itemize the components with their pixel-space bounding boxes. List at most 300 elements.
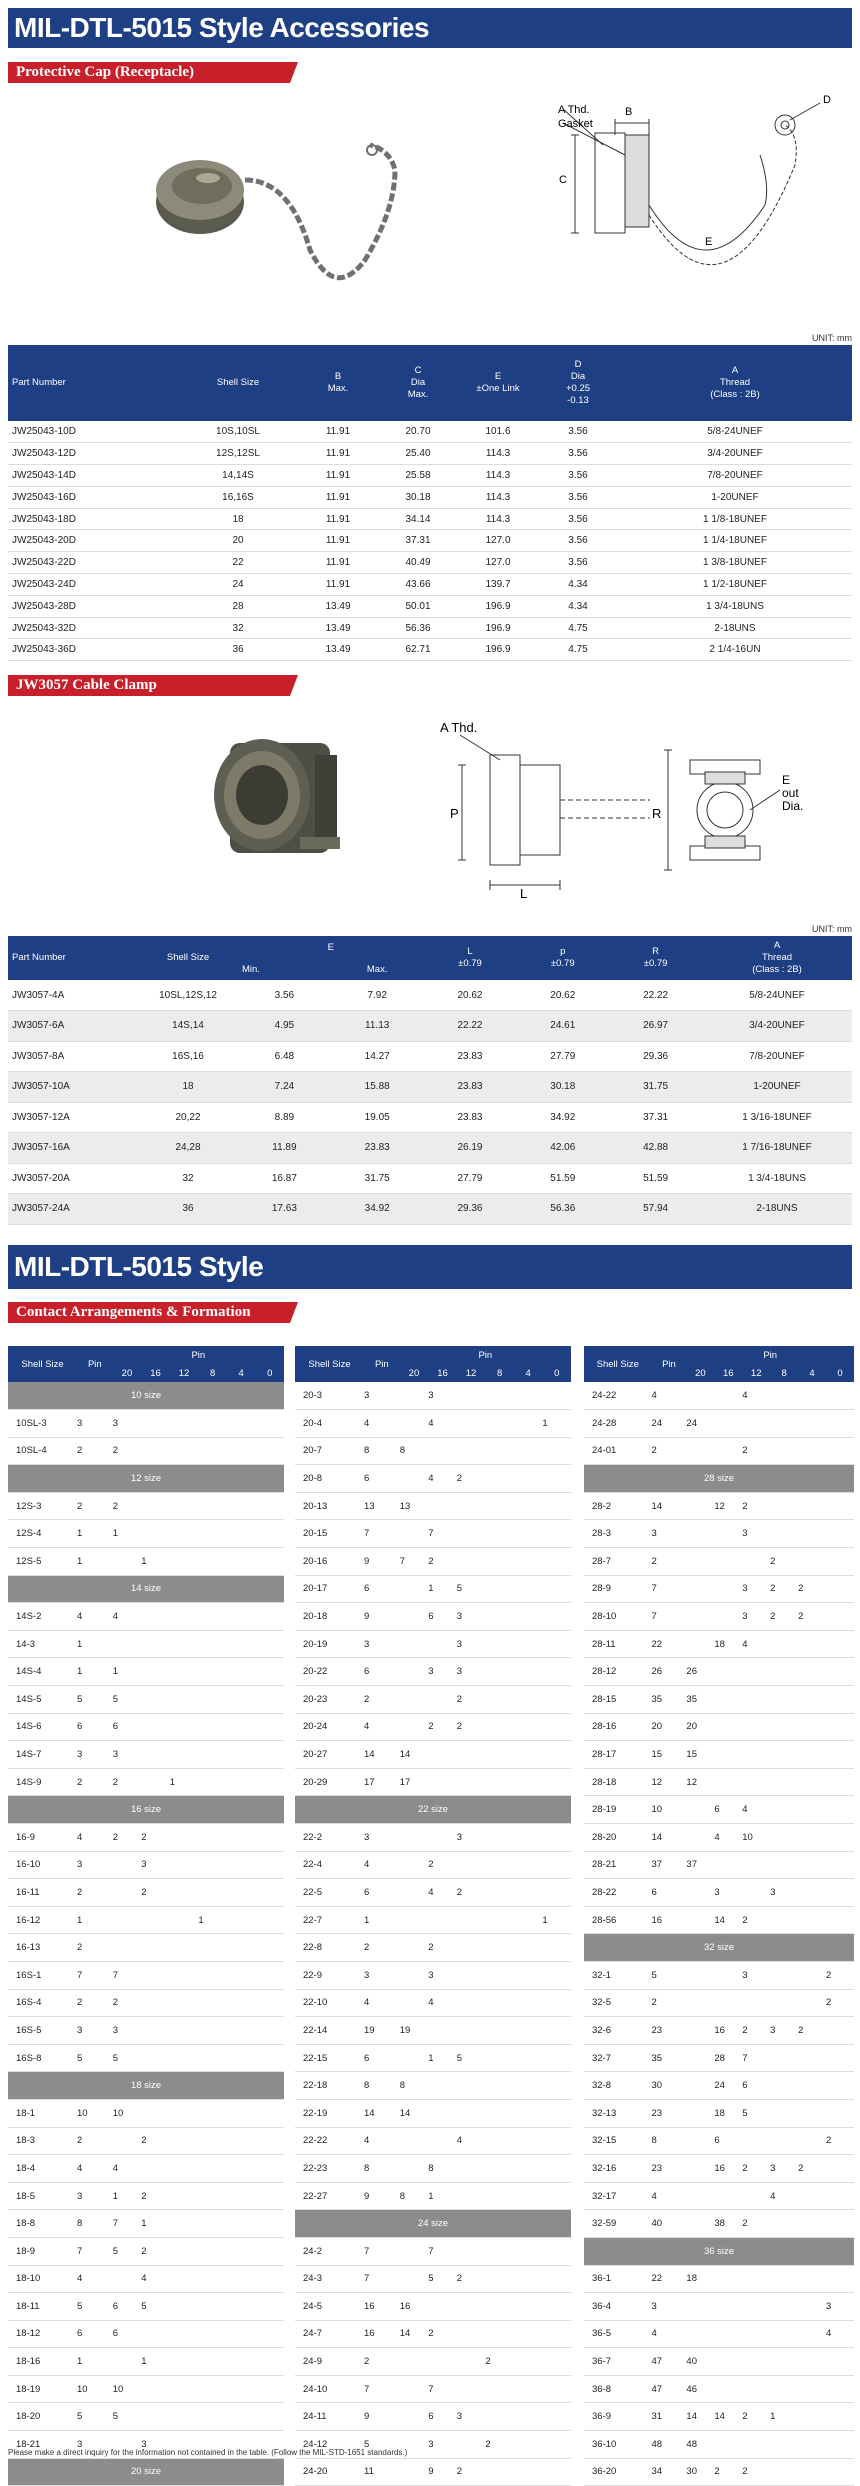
- contact-cell: [227, 2017, 256, 2045]
- cap-cell: 11.91: [298, 574, 378, 596]
- contact-cell: 13: [400, 1492, 429, 1520]
- contact-cell: [170, 2182, 199, 2210]
- contact-cell: [485, 1630, 514, 1658]
- contact-cell: [798, 2348, 826, 2376]
- contact-cell: 34: [652, 2458, 687, 2486]
- table-row: [8, 980, 852, 1011]
- table-row: [8, 2044, 284, 2072]
- table-row: [8, 2403, 284, 2431]
- contact-cell: 14: [652, 1824, 687, 1852]
- contact-cell: [485, 1713, 514, 1741]
- clamp-cell: 23.83: [424, 1102, 517, 1133]
- clamp-cell: 16.87: [238, 1163, 331, 1194]
- contact-cell: 20-15: [295, 1520, 364, 1548]
- contact-cell: [826, 1520, 854, 1548]
- clamp-cell: 11.13: [331, 1011, 424, 1042]
- contact-cell: [542, 1934, 571, 1962]
- contact-cell: [400, 1465, 429, 1493]
- cap-cell: 1 3/4-18UNS: [618, 595, 852, 617]
- contact-cell: 32-15: [584, 2127, 652, 2155]
- clamp-cell: 20.62: [424, 980, 517, 1011]
- contact-cell: [770, 1961, 798, 1989]
- contact-cell: 36-8: [584, 2375, 652, 2403]
- contact-cell: 24-11: [295, 2403, 364, 2431]
- contact-cell: [485, 1548, 514, 1576]
- contact-cell: 16S-8: [8, 2044, 77, 2072]
- contact-cell: [141, 1906, 170, 1934]
- clamp-cell: 27.79: [516, 1041, 609, 1072]
- contact-cell: [542, 2320, 571, 2348]
- contact-cell: [198, 1603, 227, 1631]
- contact-cell: [198, 1437, 227, 1465]
- contact-cell: [141, 2017, 170, 2045]
- table-row: [295, 1410, 571, 1438]
- contact-cell: 19: [364, 2017, 400, 2045]
- contact-cell: [742, 1989, 770, 2017]
- size-group-row: [8, 1575, 284, 1603]
- contact-cell: 18-5: [8, 2182, 77, 2210]
- table-row: [584, 1713, 854, 1741]
- contact-cell: [742, 2293, 770, 2321]
- contact-cell: 2: [364, 1686, 400, 1714]
- clamp-cell: 5/8-24UNEF: [702, 980, 852, 1011]
- cap-cell: 114.3: [458, 508, 538, 530]
- table-row: [584, 2127, 854, 2155]
- contact-cell: [485, 2155, 514, 2183]
- contact-cell: [770, 1382, 798, 1410]
- col-e-min: Min.: [238, 960, 331, 980]
- contact-cell: 20-24: [295, 1713, 364, 1741]
- clamp-cell: 6.48: [238, 1041, 331, 1072]
- table-row: [8, 552, 852, 574]
- col-shell-size: Shell Size: [8, 1346, 77, 1382]
- cap-cell: 11.91: [298, 465, 378, 487]
- contact-cell: [514, 2155, 543, 2183]
- contact-cell: [770, 1741, 798, 1769]
- contact-cell: 20-23: [295, 1686, 364, 1714]
- cap-cell: 2 1/4-16UN: [618, 639, 852, 661]
- contact-cell: 4: [652, 2320, 687, 2348]
- contact-cell: [400, 1658, 429, 1686]
- contact-cell: [485, 1824, 514, 1852]
- contact-cell: 3: [77, 2431, 113, 2459]
- clamp-cell: 57.94: [609, 1194, 702, 1225]
- contact-cell: 28-12: [584, 1658, 652, 1686]
- table-row: [295, 1961, 571, 1989]
- contact-cell: 2: [428, 1851, 457, 1879]
- contact-cell: [770, 1686, 798, 1714]
- contact-cell: 6: [652, 1879, 687, 1907]
- contact-cell: 3: [141, 1851, 170, 1879]
- table-row: [8, 595, 852, 617]
- contact-cell: 6: [77, 1713, 113, 1741]
- clamp-cell: 7.24: [238, 1072, 331, 1103]
- contact-cell: [542, 1575, 571, 1603]
- cap-cell: 62.71: [378, 639, 458, 661]
- cap-cell: 28: [178, 595, 298, 617]
- contact-cell: 4: [428, 1410, 457, 1438]
- contact-cell: [826, 1741, 854, 1769]
- contact-cell: [514, 2127, 543, 2155]
- contact-cell: [485, 1741, 514, 1769]
- contact-cell: [485, 2375, 514, 2403]
- contact-cell: [170, 2403, 199, 2431]
- contact-cell: 3: [652, 1520, 687, 1548]
- contact-cell: [826, 1824, 854, 1852]
- label-b: B: [625, 106, 633, 118]
- contact-cell: [400, 1879, 429, 1907]
- clamp-cell: 56.36: [516, 1194, 609, 1225]
- contact-cell: [798, 1520, 826, 1548]
- contact-cell: [457, 2017, 486, 2045]
- clamp-cell: 11.89: [238, 1133, 331, 1164]
- cap-cell: 1-20UNEF: [618, 486, 852, 508]
- clamp-cell: 3.56: [238, 980, 331, 1011]
- contact-cell: [798, 1713, 826, 1741]
- contact-cell: 5: [428, 2265, 457, 2293]
- contact-cell: [514, 1575, 543, 1603]
- contact-cell: 24-10: [295, 2375, 364, 2403]
- contact-cell: [400, 2127, 429, 2155]
- clamp-cell: 1-20UNEF: [702, 1072, 852, 1103]
- contact-cell: 16: [364, 2320, 400, 2348]
- clamp-cell: 20,22: [138, 1102, 238, 1133]
- contact-cell: 14: [400, 2320, 429, 2348]
- contact-cell: 22-18: [295, 2072, 364, 2100]
- clamp-cell: 19.05: [331, 1102, 424, 1133]
- table-row: [8, 1879, 284, 1907]
- contact-cell: 24: [714, 2072, 742, 2100]
- contact-cell: 3: [364, 1824, 400, 1852]
- contact-cell: 8: [364, 2072, 400, 2100]
- cap-cell: JW25043-22D: [8, 552, 178, 574]
- contact-cell: [457, 2072, 486, 2100]
- contact-cell: 24-01: [584, 1437, 652, 1465]
- contact-cell: [198, 2099, 227, 2127]
- contact-cell: [255, 2403, 284, 2431]
- contact-cell: [686, 2072, 714, 2100]
- contact-cell: 4: [770, 2182, 798, 2210]
- contact-cell: [542, 2458, 571, 2486]
- contact-cell: [198, 2017, 227, 2045]
- contact-cell: [826, 1630, 854, 1658]
- col-pin-size: 8: [198, 1364, 227, 1382]
- contact-cell: [457, 1989, 486, 2017]
- table-row: [295, 2182, 571, 2210]
- contact-cell: [198, 1492, 227, 1520]
- contact-cell: 7: [400, 1548, 429, 1576]
- cap-cell: 3/4-20UNEF: [618, 443, 852, 465]
- cap-cell: 11.91: [298, 486, 378, 508]
- col-pin-total: Pin: [652, 1346, 687, 1382]
- table-row: [295, 2265, 571, 2293]
- contact-cell: 28-3: [584, 1520, 652, 1548]
- contact-cell: [514, 2375, 543, 2403]
- contact-cell: 13: [364, 1492, 400, 1520]
- contact-cell: [798, 2320, 826, 2348]
- label-gasket: Gasket: [558, 118, 593, 130]
- contact-cell: 2: [826, 1989, 854, 2017]
- cap-header-3: C Dia Max.: [378, 345, 458, 421]
- contact-cell: [714, 2431, 742, 2459]
- contact-cell: 22-9: [295, 1961, 364, 1989]
- cap-cell: 11.91: [298, 508, 378, 530]
- table-row: [8, 2155, 284, 2183]
- clamp-cell: 31.75: [331, 1163, 424, 1194]
- contact-cell: 1: [428, 1575, 457, 1603]
- size-group-label: 20 size: [8, 2458, 284, 2486]
- contact-cell: 48: [686, 2431, 714, 2459]
- contact-cell: 20: [686, 1713, 714, 1741]
- contact-cell: 9: [364, 2182, 400, 2210]
- contact-cell: 20-29: [295, 1768, 364, 1796]
- contact-cell: 16-13: [8, 1934, 77, 1962]
- contact-cell: 3: [457, 1824, 486, 1852]
- contact-cell: [798, 1961, 826, 1989]
- contact-cell: [770, 2320, 798, 2348]
- contact-cell: 47: [652, 2348, 687, 2376]
- contact-cell: [141, 2403, 170, 2431]
- contact-cell: 26: [652, 1658, 687, 1686]
- size-group-label: 22 size: [295, 1796, 571, 1824]
- contact-cell: 8: [364, 1437, 400, 1465]
- contact-cell: 32-5: [584, 1989, 652, 2017]
- contact-cell: [742, 1741, 770, 1769]
- contact-cell: 3: [428, 1658, 457, 1686]
- clamp-cell: JW3057-8A: [8, 1041, 138, 1072]
- contact-cell: 18-16: [8, 2348, 77, 2376]
- contact-cell: [770, 2072, 798, 2100]
- contact-cell: [255, 2210, 284, 2238]
- contact-cell: 1: [77, 2348, 113, 2376]
- size-group-label: 18 size: [8, 2072, 284, 2100]
- contact-cell: 24: [686, 1410, 714, 1438]
- contact-cell: 3: [113, 2017, 142, 2045]
- contact-cell: 26: [686, 1658, 714, 1686]
- contact-cell: 2: [457, 1713, 486, 1741]
- contact-table-1: [8, 1346, 284, 2486]
- contact-cell: 20: [652, 1713, 687, 1741]
- contact-cell: [141, 1741, 170, 1769]
- col-pin-size: 4: [798, 1364, 826, 1382]
- table-row: [8, 1041, 852, 1072]
- contact-cell: [113, 1906, 142, 1934]
- contact-cell: [826, 2155, 854, 2183]
- clamp-cell: 17.63: [238, 1194, 331, 1225]
- contact-cell: 14: [364, 2099, 400, 2127]
- size-group-label: 14 size: [8, 1575, 284, 1603]
- table-row: [295, 2099, 571, 2127]
- contact-cell: [542, 1686, 571, 1714]
- contact-cell: [798, 1437, 826, 1465]
- col-pin-size: 12: [742, 1364, 770, 1382]
- contact-cell: [170, 2265, 199, 2293]
- cap-cell: JW25043-14D: [8, 465, 178, 487]
- contact-cell: [255, 1658, 284, 1686]
- contact-cell: 11: [364, 2458, 400, 2486]
- contact-cell: [457, 2375, 486, 2403]
- contact-cell: 2: [742, 1906, 770, 1934]
- table-row: [295, 1768, 571, 1796]
- contact-cell: [686, 2320, 714, 2348]
- table-row: [295, 1575, 571, 1603]
- cap-cell: 13.49: [298, 595, 378, 617]
- contact-cell: 18-1: [8, 2099, 77, 2127]
- contact-cell: [770, 1851, 798, 1879]
- contact-cell: [686, 1520, 714, 1548]
- contact-cell: 2: [141, 2237, 170, 2265]
- contact-cell: 2: [485, 2431, 514, 2459]
- contact-cell: [227, 2320, 256, 2348]
- contact-cell: 3: [457, 1603, 486, 1631]
- contact-cell: [542, 1824, 571, 1852]
- contact-cell: [400, 1934, 429, 1962]
- contact-cell: 18: [714, 2099, 742, 2127]
- contact-cell: 18-9: [8, 2237, 77, 2265]
- clamp-cell: 31.75: [609, 1072, 702, 1103]
- contact-cell: 2: [652, 1437, 687, 1465]
- contact-cell: 2: [798, 2155, 826, 2183]
- table-row: [8, 1194, 852, 1225]
- cap-cell: JW25043-20D: [8, 530, 178, 552]
- contact-cell: 3: [77, 2017, 113, 2045]
- contact-cell: 32-1: [584, 1961, 652, 1989]
- contact-cell: [686, 2293, 714, 2321]
- contact-cell: 16-9: [8, 1824, 77, 1852]
- contact-cell: [170, 1713, 199, 1741]
- contact-cell: [457, 1906, 486, 1934]
- contact-cell: 22: [652, 2265, 687, 2293]
- contact-cell: 1: [170, 1768, 199, 1796]
- contact-cell: [141, 1437, 170, 1465]
- cap-cell: 101.6: [458, 421, 538, 443]
- contact-cell: 36-1: [584, 2265, 652, 2293]
- contact-cell: 28: [714, 2044, 742, 2072]
- table-row: [8, 1011, 852, 1042]
- contact-cell: 3: [364, 1961, 400, 1989]
- table-row: [584, 1658, 854, 1686]
- table-row: [584, 2348, 854, 2376]
- table-row: [584, 2182, 854, 2210]
- contact-cell: 4: [77, 1824, 113, 1852]
- contact-cell: [826, 2099, 854, 2127]
- size-group-row: [584, 1465, 854, 1493]
- contact-cell: [770, 1768, 798, 1796]
- contact-cell: 24-5: [295, 2293, 364, 2321]
- contact-cell: [198, 1989, 227, 2017]
- contact-cell: [542, 1879, 571, 1907]
- contact-cell: [141, 1630, 170, 1658]
- cap-cell: 20: [178, 530, 298, 552]
- contact-cell: [826, 2017, 854, 2045]
- contact-cell: 18: [686, 2265, 714, 2293]
- contact-cell: [170, 1824, 199, 1852]
- contact-cell: [742, 2320, 770, 2348]
- cap-cell: 43.66: [378, 574, 458, 596]
- contact-cell: [428, 2293, 457, 2321]
- contact-cell: [826, 1906, 854, 1934]
- contact-cell: [198, 2044, 227, 2072]
- contact-cell: 7: [428, 1520, 457, 1548]
- contact-cell: [198, 1548, 227, 1576]
- contact-cell: [457, 1548, 486, 1576]
- contact-cell: 3: [770, 2017, 798, 2045]
- clamp-cell: JW3057-16A: [8, 1133, 138, 1164]
- contact-cell: [141, 1520, 170, 1548]
- contact-cell: 16: [714, 2155, 742, 2183]
- col-shell-size: Shell Size: [584, 1346, 652, 1382]
- table-row: [295, 1906, 571, 1934]
- contact-cell: 18-20: [8, 2403, 77, 2431]
- contact-cell: [400, 1630, 429, 1658]
- table-row: [8, 1410, 284, 1438]
- contact-cell: [686, 1906, 714, 1934]
- contact-cell: [255, 1603, 284, 1631]
- contact-cell: [714, 1437, 742, 1465]
- table-row: [584, 1824, 854, 1852]
- clamp-cell: 23.83: [331, 1133, 424, 1164]
- contact-cell: [542, 1630, 571, 1658]
- contact-cell: [170, 2210, 199, 2238]
- clamp-cell: 1 3/4-18UNS: [702, 1163, 852, 1194]
- contact-cell: [686, 2099, 714, 2127]
- contact-cell: [227, 1768, 256, 1796]
- contact-cell: 10: [77, 2099, 113, 2127]
- cap-cell: 196.9: [458, 617, 538, 639]
- contact-cell: [798, 2127, 826, 2155]
- clamp-cell: 51.59: [516, 1163, 609, 1194]
- contact-cell: 2: [652, 1548, 687, 1576]
- contact-cell: 4: [742, 1382, 770, 1410]
- contact-cell: [198, 2210, 227, 2238]
- cap-cell: 114.3: [458, 465, 538, 487]
- contact-cell: 14: [400, 2099, 429, 2127]
- contact-cell: 9: [364, 1603, 400, 1631]
- contact-cell: 3: [113, 1410, 142, 1438]
- contact-cell: 14: [686, 2403, 714, 2431]
- contact-cell: [514, 1548, 543, 1576]
- contact-cell: [542, 1520, 571, 1548]
- contact-cell: [255, 2044, 284, 2072]
- contact-cell: [826, 2182, 854, 2210]
- contact-cell: [542, 1961, 571, 1989]
- contact-cell: [227, 1410, 256, 1438]
- contact-cell: [141, 2155, 170, 2183]
- contact-cell: 2: [428, 1713, 457, 1741]
- contact-cell: [400, 1575, 429, 1603]
- contact-cell: 3: [826, 2293, 854, 2321]
- contact-cell: 40: [686, 2348, 714, 2376]
- col-part: Part Number: [8, 936, 138, 980]
- contact-cell: [742, 1658, 770, 1686]
- clamp-cell: 20.62: [516, 980, 609, 1011]
- contact-cell: 3: [457, 2403, 486, 2431]
- contact-cell: 6: [113, 2320, 142, 2348]
- contact-cell: [170, 2348, 199, 2376]
- contact-cell: 6: [714, 1796, 742, 1824]
- contact-cell: 47: [652, 2375, 687, 2403]
- contact-cell: 22-8: [295, 1934, 364, 1962]
- contact-cell: 32-6: [584, 2017, 652, 2045]
- contact-cell: [400, 1989, 429, 2017]
- contact-cell: [457, 2155, 486, 2183]
- contact-cell: [485, 1961, 514, 1989]
- table-row: [8, 2348, 284, 2376]
- contact-cell: [798, 1548, 826, 1576]
- contact-cell: 1: [77, 1658, 113, 1686]
- contact-cell: [198, 1686, 227, 1714]
- contact-cell: [457, 1410, 486, 1438]
